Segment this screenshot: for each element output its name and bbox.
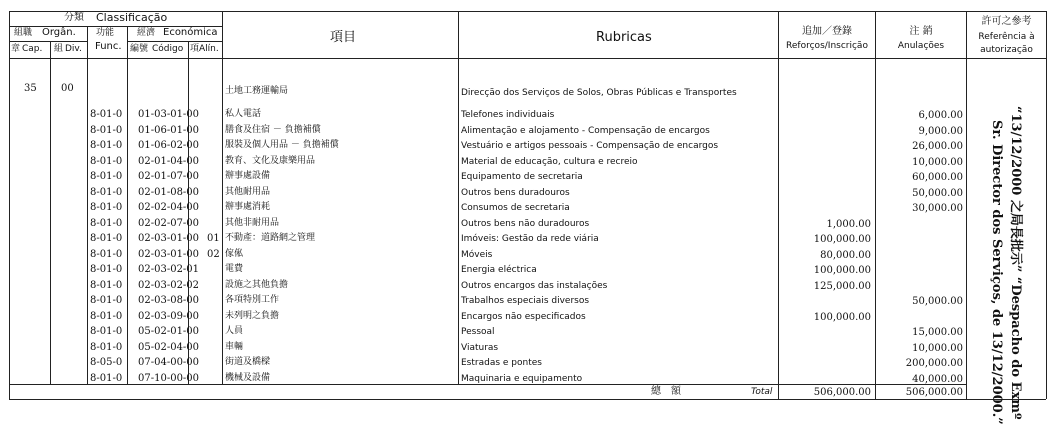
row-rubrica-pt: Outros bens não duradouros — [461, 219, 590, 229]
row-func-code: 8-01-0 — [90, 125, 123, 136]
row-func-code: 8-01-0 — [90, 264, 123, 275]
table-bottom-border — [9, 399, 1046, 400]
header-anulacoes-pt: Anulações — [897, 41, 945, 51]
row-econ-code: 02-03-02-01 — [138, 264, 200, 275]
header-reforcos-pt: Reforços/Inscrição — [786, 41, 868, 51]
row-func-code: 8-01-0 — [90, 342, 123, 353]
row-alinea: 02 — [207, 249, 220, 260]
row-func-code: 8-01-0 — [90, 109, 123, 120]
row-item-zh: 街道及橋樑 — [225, 357, 271, 367]
row-anulacao-amount: 9,000.00 — [918, 126, 963, 137]
row-rubrica-pt: Móveis — [461, 250, 493, 260]
header-func-zh: 功能 — [96, 28, 115, 38]
col-border-rubricas-reforcos — [778, 11, 779, 399]
row-anulacao-amount: 6,000.00 — [918, 110, 963, 121]
header-organ-pt: Orgân. — [42, 27, 76, 38]
table-left-border — [9, 11, 10, 399]
row-func-code: 8-05-0 — [90, 357, 123, 368]
row-econ-code: 07-10-00-00 — [138, 373, 200, 384]
row-rubrica-pt: Pessoal — [461, 327, 495, 337]
row-reforco-amount: 1,000.00 — [826, 219, 871, 230]
row-item-zh: 辦事處消耗 — [225, 202, 271, 212]
row-func-code: 8-01-0 — [90, 311, 123, 322]
header-div-pt: Div. — [65, 44, 82, 54]
row-func-code: 8-01-0 — [90, 326, 123, 337]
row-item-zh: 教育、文化及康樂用品 — [225, 156, 316, 166]
row-item-zh: 設施之其他負擔 — [225, 280, 289, 290]
row-rubrica-pt: Trabalhos especiais diversos — [461, 296, 590, 306]
row-econ-code: 02-03-01-00 — [138, 233, 200, 244]
row-rubrica-pt: Telefones individuais — [461, 110, 555, 120]
header-divider-3 — [127, 41, 222, 42]
header-cap-zh: 章 — [11, 44, 21, 54]
row-anulacao-amount: 200,000.00 — [905, 358, 963, 369]
header-code-zh: 編號 — [130, 44, 149, 54]
row-item-zh: 其他非耐用品 — [225, 218, 280, 228]
row-func-code: 8-01-0 — [90, 140, 123, 151]
header-econ-zh: 經濟 — [137, 28, 156, 38]
col-border-alin-items — [222, 11, 223, 384]
header-alin-zh: 項 — [190, 44, 200, 54]
row-econ-code: 05-02-04-00 — [138, 342, 200, 353]
header-code-pt: Código — [152, 44, 184, 54]
row-func-code: 8-01-0 — [90, 171, 123, 182]
total-anulacoes: 506,000.00 — [905, 387, 963, 398]
row-econ-code: 01-06-01-00 — [138, 125, 200, 136]
total-label-zh: 總 額 — [651, 386, 681, 397]
header-classification-pt: Classificação — [96, 11, 168, 24]
header-rubricas: Rubricas — [596, 30, 652, 45]
row-reforco-amount: 80,000.00 — [820, 250, 871, 261]
row-rubrica-pt: Material de educação, cultura e recreio — [461, 157, 638, 167]
row-anulacao-amount: 30,000.00 — [912, 203, 963, 214]
row-rubrica-pt: Vestuário e artigos pessoais - Compensação de encargos — [461, 141, 719, 151]
row-item-zh: 不動產：道路網之管理 — [225, 233, 316, 243]
row-rubrica-pt: Equipamento de secretaria — [461, 172, 583, 182]
row-anulacao-amount: 50,000.00 — [912, 296, 963, 307]
row-item-zh: 車輛 — [225, 342, 244, 352]
col-border-func-code — [127, 26, 128, 384]
row-item-zh: 人員 — [225, 326, 244, 336]
header-ref-pt-2: autorização — [980, 45, 1033, 55]
row-func-code: 8-01-0 — [90, 156, 123, 167]
row-rubrica-pt: Energia eléctrica — [461, 265, 537, 275]
organ-name-pt: Direcção dos Serviços de Solos, Obras Públicas e Transportes — [461, 88, 737, 98]
row-item-zh: 電費 — [225, 264, 244, 274]
row-econ-code: 02-03-02-02 — [138, 280, 200, 291]
header-ref-pt-1: Referência à — [978, 32, 1035, 42]
row-rubrica-pt: Outros encargos das instalações — [461, 281, 608, 291]
row-rubrica-pt: Maquinaria e equipamento — [461, 374, 583, 384]
header-items: 項目 — [330, 30, 357, 45]
row-rubrica-pt: Encargos não especificados — [461, 312, 586, 322]
organ-cap: 35 — [24, 83, 37, 94]
col-border-cap-div — [50, 41, 51, 384]
header-organ-zh: 組職 — [14, 28, 33, 38]
total-label-pt: Total — [751, 387, 773, 397]
row-item-zh: 服裝及個人用品 － 負擔補償 — [225, 140, 339, 150]
row-reforco-amount: 100,000.00 — [813, 265, 871, 276]
row-anulacao-amount: 26,000.00 — [912, 141, 963, 152]
row-rubrica-pt: Imóveis: Gestão da rede viária — [461, 234, 599, 244]
row-func-code: 8-01-0 — [90, 295, 123, 306]
row-anulacao-amount: 60,000.00 — [912, 172, 963, 183]
organ-name-zh: 土地工務運輸局 — [225, 86, 289, 96]
row-func-code: 8-01-0 — [90, 280, 123, 291]
row-rubrica-pt: Alimentação e alojamento - Compensação de encargos — [461, 126, 710, 136]
row-reforco-amount: 100,000.00 — [813, 234, 871, 245]
row-anulacao-amount: 40,000.00 — [912, 374, 963, 385]
header-econ-pt: Económica — [163, 27, 218, 38]
row-econ-code: 01-06-02-00 — [138, 140, 200, 151]
row-func-code: 8-01-0 — [90, 249, 123, 260]
row-item-zh: 其他耐用品 — [225, 187, 271, 197]
row-anulacao-amount: 50,000.00 — [912, 188, 963, 199]
organ-div: 00 — [61, 83, 74, 94]
row-econ-code: 02-02-07-00 — [138, 218, 200, 229]
row-rubrica-pt: Estradas e pontes — [461, 358, 542, 368]
row-anulacao-amount: 10,000.00 — [912, 157, 963, 168]
row-econ-code: 02-01-04-00 — [138, 156, 200, 167]
row-econ-code: 02-01-07-00 — [138, 171, 200, 182]
row-func-code: 8-01-0 — [90, 218, 123, 229]
header-ref-zh: 許可之參考 — [981, 16, 1032, 27]
header-anulacoes-zh: 注 銷 — [909, 26, 933, 37]
col-border-div-func — [87, 26, 88, 384]
row-econ-code: 07-04-00-00 — [138, 357, 200, 368]
row-econ-code: 02-03-08-00 — [138, 295, 200, 306]
header-bottom-border — [9, 58, 1046, 59]
table-right-border — [1046, 11, 1047, 399]
row-item-zh: 膳食及住宿 － 負擔補償 — [225, 125, 321, 135]
header-divider-2 — [9, 41, 87, 42]
total-top-border — [9, 384, 966, 385]
total-reforcos: 506,000.00 — [813, 387, 871, 398]
row-rubrica-pt: Consumos de secretaria — [461, 203, 570, 213]
row-anulacao-amount: 15,000.00 — [912, 327, 963, 338]
row-anulacao-amount: 10,000.00 — [912, 343, 963, 354]
row-econ-code: 05-02-01-00 — [138, 326, 200, 337]
col-border-reforcos-anulacoes — [875, 11, 876, 399]
row-func-code: 8-01-0 — [90, 233, 123, 244]
row-rubrica-pt: Outros bens duradouros — [461, 188, 570, 198]
row-item-zh: 傢俬 — [225, 249, 244, 259]
row-func-code: 8-01-0 — [90, 187, 123, 198]
row-rubrica-pt: Viaturas — [461, 343, 499, 353]
row-reforco-amount: 100,000.00 — [813, 312, 871, 323]
row-econ-code: 01-03-01-00 — [138, 109, 200, 120]
row-item-zh: 辦事處設備 — [225, 171, 271, 181]
row-alinea: 01 — [207, 233, 220, 244]
row-reforco-amount: 125,000.00 — [813, 281, 871, 292]
header-cap-pt: Cap. — [22, 44, 43, 54]
row-econ-code: 02-03-01-00 — [138, 249, 200, 260]
row-item-zh: 機械及設備 — [225, 373, 271, 383]
row-func-code: 8-01-0 — [90, 202, 123, 213]
row-item-zh: 私人電話 — [225, 109, 262, 119]
row-econ-code: 02-03-09-00 — [138, 311, 200, 322]
row-func-code: 8-01-0 — [90, 373, 123, 384]
col-border-anulacoes-ref — [966, 11, 967, 399]
col-border-items-rubricas — [458, 11, 459, 384]
header-alin-pt: Alín. — [199, 44, 219, 54]
row-econ-code: 02-01-08-00 — [138, 187, 200, 198]
header-func-pt: Func. — [95, 41, 122, 52]
header-classification-zh: 分類 — [64, 12, 84, 23]
header-reforcos-zh: 追加／登錄 — [802, 26, 852, 37]
header-div-zh: 組 — [54, 44, 64, 54]
row-item-zh: 各項特別工作 — [225, 295, 280, 305]
authorization-line-2: Sr. Director dos Serviços, de 13/12/2000.” — [989, 120, 1004, 425]
authorization-line-1: “13/12/2000 之局長批示” “Despacho do Exmº — [1008, 106, 1023, 420]
row-item-zh: 未列明之負擔 — [225, 311, 280, 321]
row-econ-code: 02-02-04-00 — [138, 202, 200, 213]
